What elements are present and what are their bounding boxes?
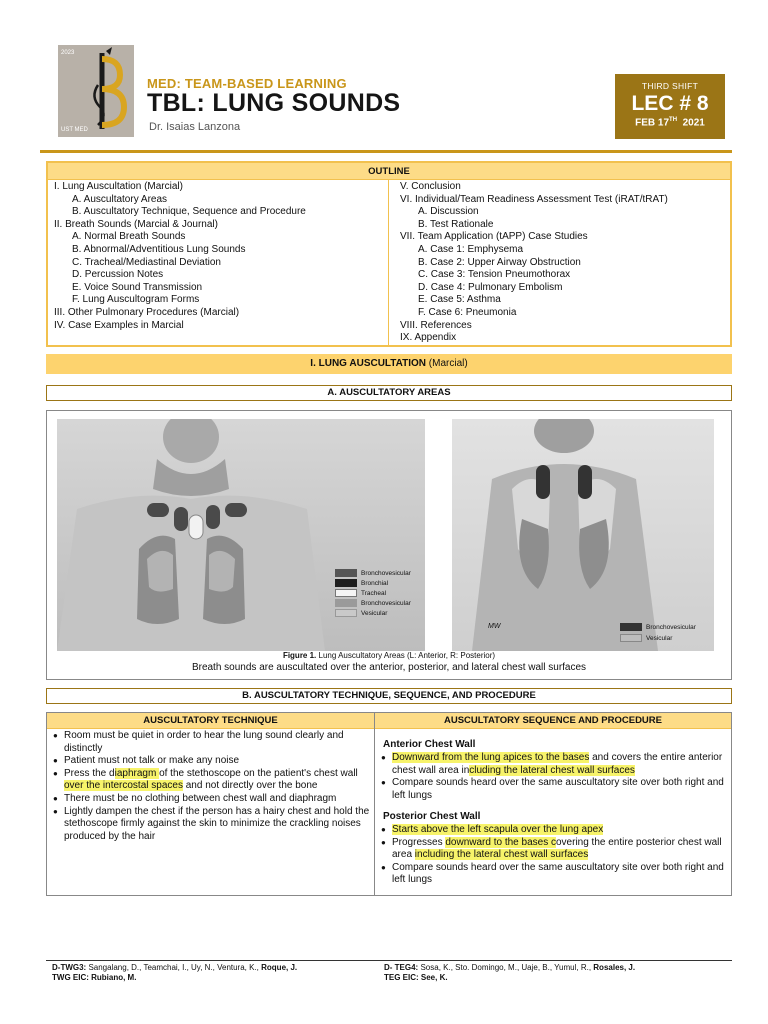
legend-swatch xyxy=(335,579,357,587)
outline-item: IX. Appendix xyxy=(400,332,457,344)
outline-heading: OUTLINE xyxy=(48,163,730,180)
outline-left-column xyxy=(54,181,306,332)
legend-label: Vesicular xyxy=(361,609,388,617)
outline-item: A. Auscultatory Areas xyxy=(72,193,168,205)
outline-item: A. Discussion xyxy=(418,206,479,218)
section-heading: I. LUNG AUSCULTATION (Marcial) xyxy=(46,354,732,374)
technique-column-heading: AUSCULTATORY TECHNIQUE xyxy=(47,713,374,729)
list-item: ● Lightly dampen the chest if the person has a hairy chest and hold the stethoscope firmly against the skin to minimize the crackling noises produced by the hair xyxy=(51,806,371,844)
outline-item: II. Breath Sounds (Marcial & Journal) xyxy=(54,218,218,230)
list-item: ● Patient must not talk or make any noise xyxy=(51,755,371,768)
outline-item: IV. Case Examples in Marcial xyxy=(54,319,184,331)
legend-label: Bronchovesicular xyxy=(646,623,696,631)
outline-item: D. Case 4: Pulmonary Embolism xyxy=(418,281,563,293)
outline-item: VIII. References xyxy=(400,319,472,331)
posterior-chest-image xyxy=(452,419,714,651)
outline-right-column xyxy=(400,181,668,345)
legend-swatch xyxy=(335,589,357,597)
posterior-legend xyxy=(620,623,730,642)
list-item: ● Press the diaphragm of the stethoscope on the patient's chest wall over the intercostal spaces and not directly over the bone xyxy=(51,768,371,793)
legend-label: Bronchovesicular xyxy=(361,569,411,577)
doc-title: TBL: LUNG SOUNDS xyxy=(147,89,401,117)
subsection-heading-b: B. AUSCULTATORY TECHNIQUE, SEQUENCE, AND PROCEDURE xyxy=(46,688,732,704)
list-item: ● Compare sounds heard over the same auscultatory site over both right and left lungs xyxy=(379,862,725,887)
list-item: ● Compare sounds heard over the same auscultatory site over both right and left lungs xyxy=(379,777,725,802)
outline-divider xyxy=(388,180,389,345)
anterior-subheading: Anterior Chest Wall xyxy=(383,739,476,750)
list-item: ● Downward from the lung apices to the bases and covers the entire anterior chest wall area including the lateral chest wall surfaces xyxy=(379,752,725,777)
outline-item: VII. Team Application (tAPP) Case Studies xyxy=(400,231,588,243)
outline-item: B. Test Rationale xyxy=(418,218,494,230)
outline-item: A. Normal Breath Sounds xyxy=(72,231,186,243)
list-item: ● There must be no clothing between chest wall and diaphragm xyxy=(51,793,371,806)
figure-frame xyxy=(46,410,732,680)
subsection-heading-a: A. AUSCULTATORY AREAS xyxy=(46,385,732,401)
anterior-legend xyxy=(335,569,435,617)
outline-item: A. Case 1: Emphysema xyxy=(418,243,524,255)
header-rule xyxy=(40,150,732,153)
footer-right xyxy=(384,963,635,983)
technique-list xyxy=(51,730,371,843)
legend-label: Bronchovesicular xyxy=(361,599,411,607)
footer-left xyxy=(52,963,297,983)
outline-item: C. Case 3: Tension Pneumothorax xyxy=(418,269,571,281)
footer-team-line: D-TWG3: Sangalang, D., Teamchai, I., Uy, N., Ventura, K., Roque, J. xyxy=(52,963,298,972)
outline-item: B. Auscultatory Technique, Sequence and Procedure xyxy=(72,206,306,218)
legend-label: Bronchial xyxy=(361,579,389,587)
legend-swatch xyxy=(620,623,642,631)
outline-item: D. Percussion Notes xyxy=(72,269,164,281)
footer-team-line: D- TEG4: Sosa, K., Sto. Domingo, M., Uaje, B., Yumul, R., Rosales, J. xyxy=(384,963,636,972)
figure-caption: Figure 1. Lung Auscultatory Areas (L: Anterior, R: Posterior) xyxy=(282,651,496,660)
lecture-badge xyxy=(615,74,725,139)
outline-item: III. Other Pulmonary Procedures (Marcial) xyxy=(54,306,240,318)
outline-item: V. Conclusion xyxy=(400,181,461,192)
legend-label: Vesicular xyxy=(646,634,673,642)
outline-item: C. Tracheal/Mediastinal Deviation xyxy=(72,256,221,268)
outline-item: B. Case 2: Upper Airway Obstruction xyxy=(418,256,581,268)
doc-subtitle: MED: TEAM-BASED LEARNING xyxy=(147,76,347,91)
outline-item: F. Case 6: Pneumonia xyxy=(418,306,517,318)
logo-years: 2023 xyxy=(61,50,75,56)
outline-item: E. Voice Sound Transmission xyxy=(72,281,203,293)
list-item: ● Starts above the left scapula over the lung apex xyxy=(379,824,725,837)
outline-item: VI. Individual/Team Readiness Assessment Test (iRAT/tRAT) xyxy=(400,193,668,205)
technique-table xyxy=(46,712,732,896)
outline-item: B. Abnormal/Adventitious Lung Sounds xyxy=(72,243,246,255)
outline-item: F. Lung Auscultogram Forms xyxy=(72,294,200,306)
list-item: ● Progresses downward to the bases covering the entire posterior chest wall area including the lateral chest wall surfaces xyxy=(379,837,725,862)
artist-initials: MW xyxy=(488,623,501,630)
lecture-number: LEC # 8 xyxy=(631,92,709,115)
lecturer-name: Dr. Isaias Lanzona xyxy=(149,121,241,133)
sequence-column-heading: AUSCULTATORY SEQUENCE AND PROCEDURE xyxy=(375,713,731,729)
logo-school: UST MED xyxy=(61,127,88,133)
footer-eic-line: TWG EIC: Rubiano, M. xyxy=(52,973,137,982)
shift-label: THIRD SHIFT xyxy=(641,81,699,91)
ust-med-logo xyxy=(58,45,134,137)
table-divider xyxy=(374,713,375,895)
list-item: ● Room must be quiet in order to hear the lung sound clearly and distinctly xyxy=(51,730,371,755)
legend-swatch xyxy=(335,599,357,607)
legend-swatch xyxy=(335,569,357,577)
legend-swatch xyxy=(620,634,642,642)
anterior-list xyxy=(379,752,725,802)
footer-eic-line: TEG EIC: See, K. xyxy=(384,973,448,982)
posterior-list xyxy=(379,824,725,887)
b3-logo-mark xyxy=(72,45,134,137)
legend-label: Tracheal xyxy=(361,589,387,597)
outline-item: I. Lung Auscultation (Marcial) xyxy=(54,181,183,192)
posterior-subheading: Posterior Chest Wall xyxy=(383,811,481,822)
outline-item: E. Case 5: Asthma xyxy=(418,294,501,306)
lecture-date: FEB 17TH 2021 xyxy=(635,117,705,129)
legend-swatch xyxy=(335,609,357,617)
figure-description: Breath sounds are auscultated over the anterior, posterior, and lateral chest wall surfaces xyxy=(191,662,587,673)
outline-box xyxy=(46,161,732,347)
footer-rule xyxy=(46,960,732,961)
